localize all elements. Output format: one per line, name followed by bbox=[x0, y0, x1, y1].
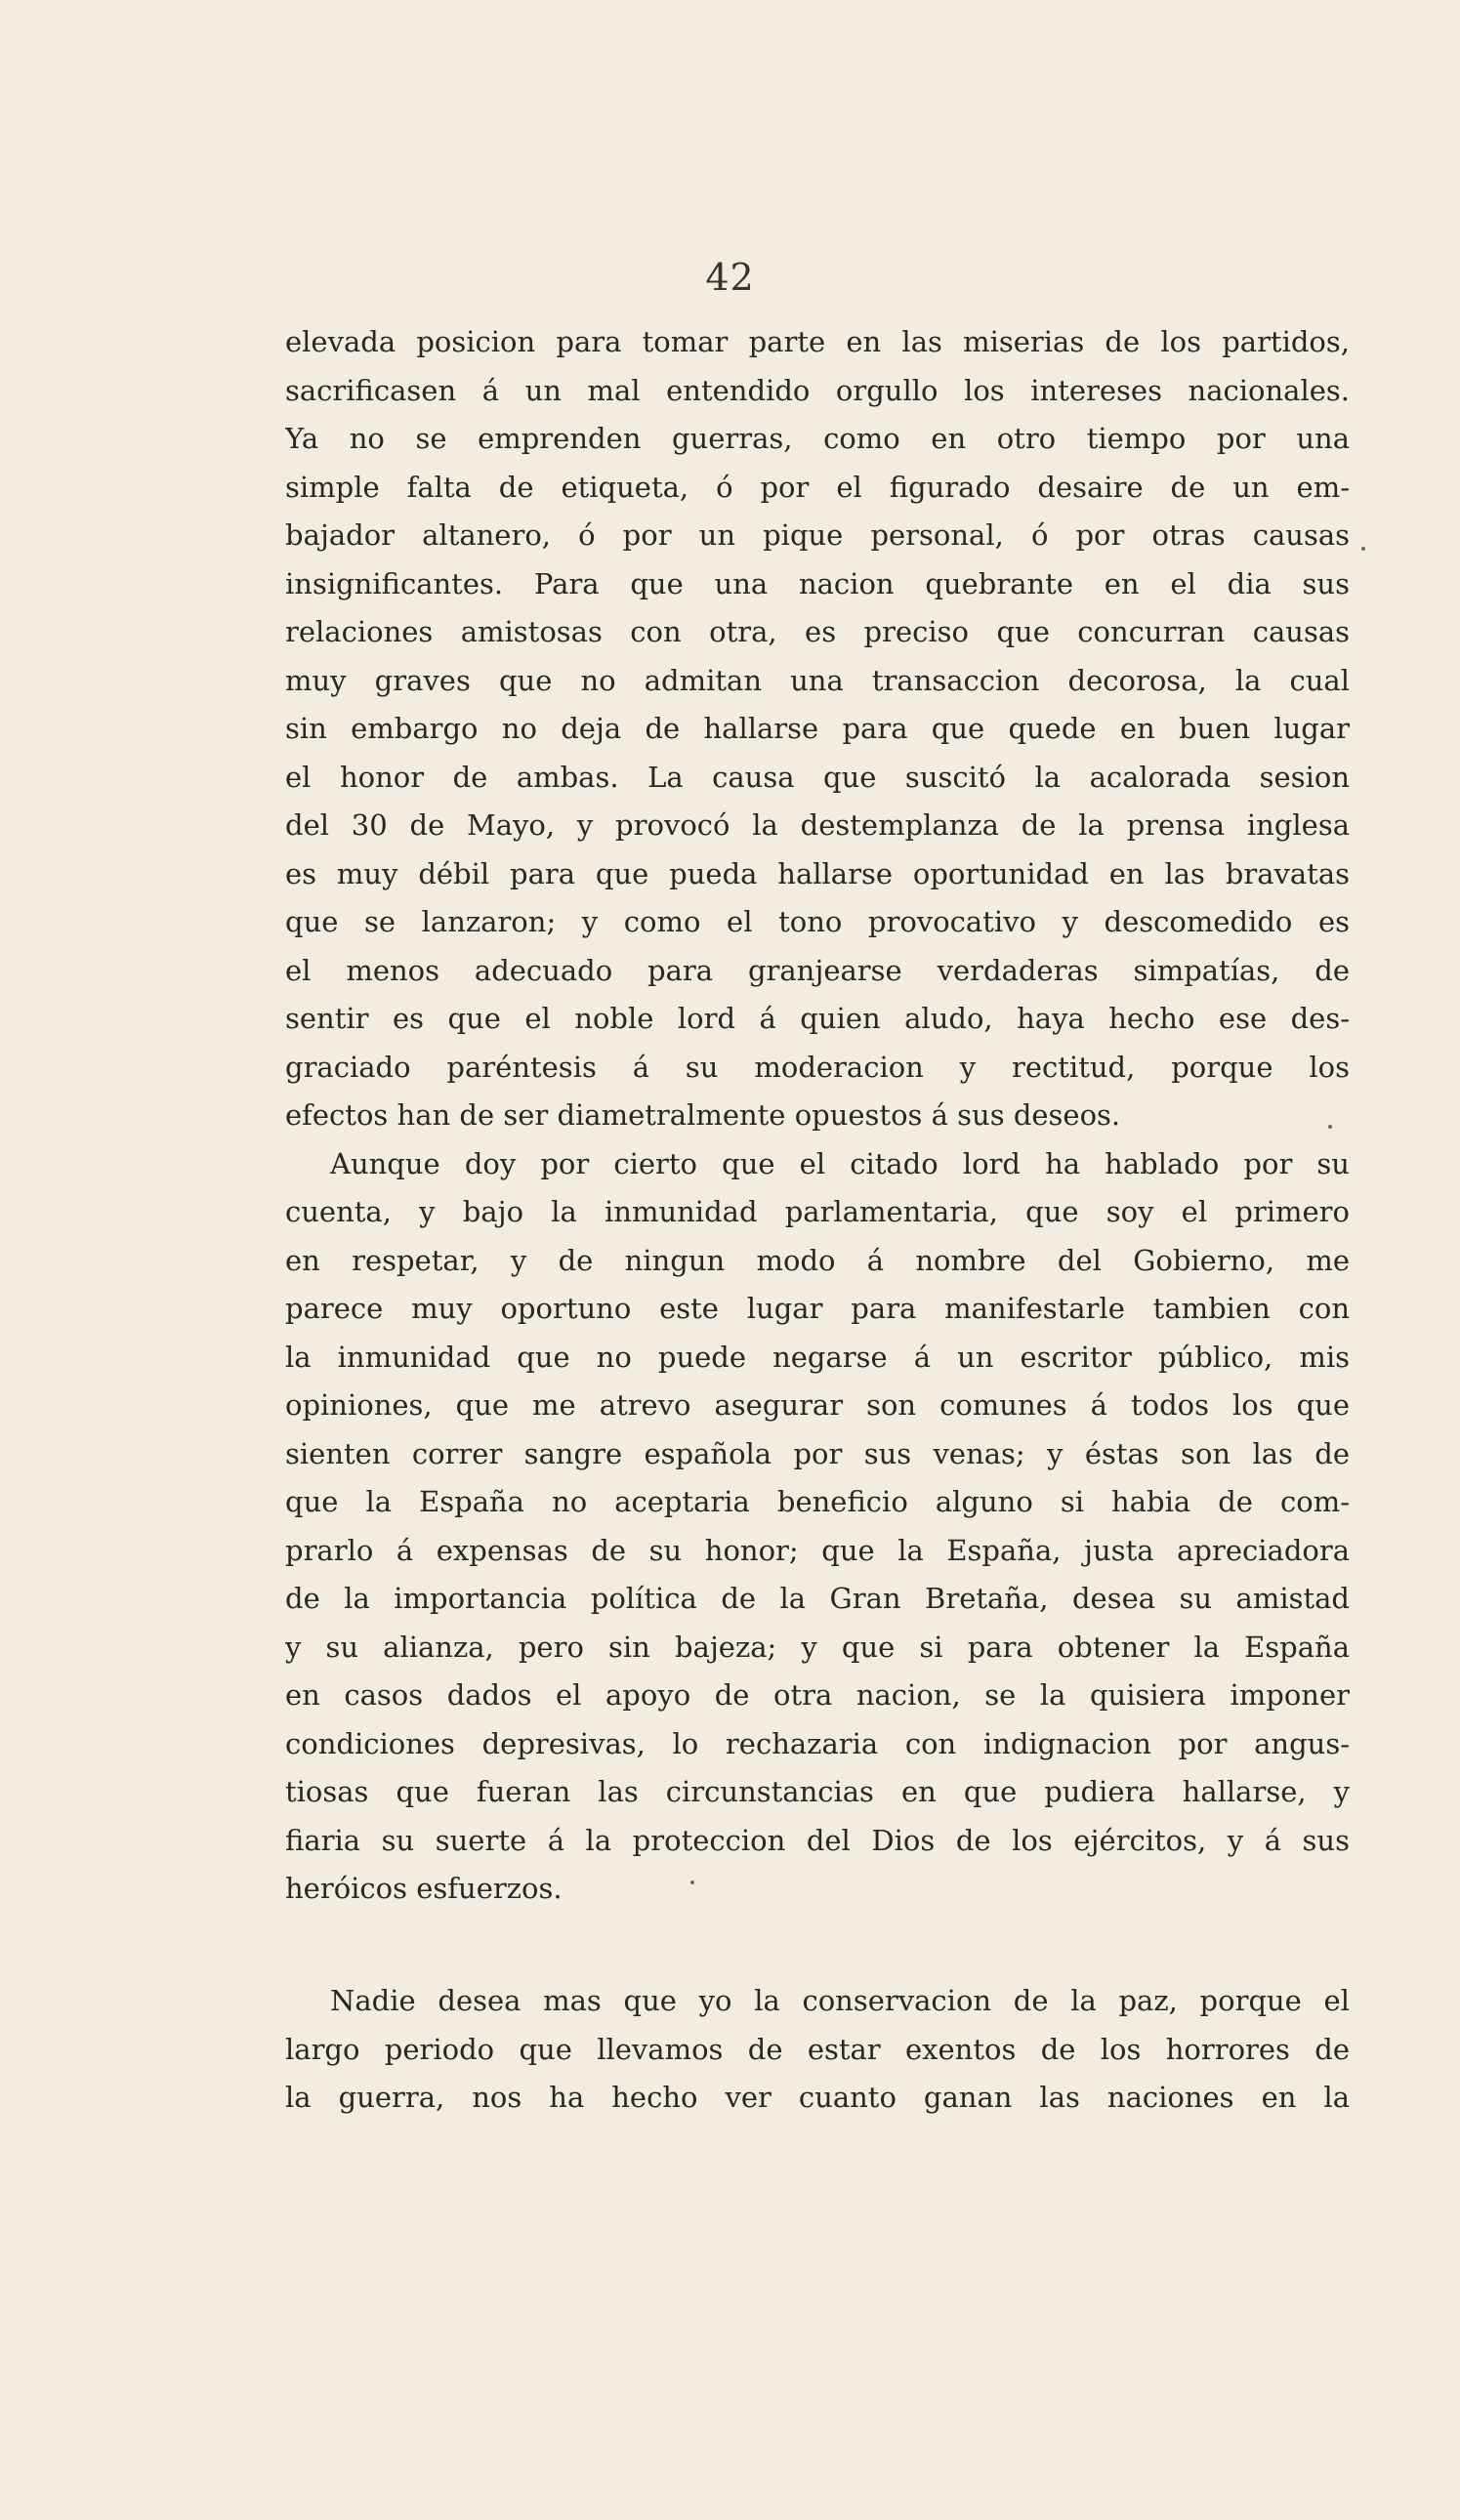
text-line: el honor de ambas. La causa que suscitó la acalorada sesion bbox=[285, 760, 1350, 794]
paragraph-start-line: Nadie desea mas que yo la conservacion de la paz, porque el bbox=[330, 1984, 1350, 2017]
paragraph-start-line: Aunque doy por cierto que el citado lord ha hablado por su bbox=[330, 1146, 1350, 1180]
text-line: es muy débil para que pueda hallarse oportunidad en las bravatas bbox=[285, 856, 1350, 890]
text-line: en casos dados el apoyo de otra nacion, se la quisiera imponer bbox=[285, 1678, 1350, 1712]
text-line: fiaria su suerte á la proteccion del Dios de los ejércitos, y á sus bbox=[285, 1823, 1350, 1857]
text-line: efectos han de ser diametralmente opuestos á sus deseos. bbox=[285, 1098, 1121, 1132]
text-line: en respetar, y de ningun modo á nombre del Gobierno, me bbox=[285, 1243, 1350, 1277]
text-line: elevada posicion para tomar parte en las miserias de los partidos, bbox=[285, 325, 1350, 358]
text-line: el menos adecuado para granjearse verdaderas simpatías, de bbox=[285, 953, 1350, 987]
text-line: largo periodo que llevamos de estar exentos de los horrores de bbox=[285, 2032, 1350, 2066]
text-line: sentir es que el noble lord á quien aludo, haya hecho ese des- bbox=[285, 1002, 1350, 1035]
ink-speck bbox=[1328, 1125, 1332, 1129]
second-text-block bbox=[285, 1977, 1350, 2123]
text-line: la guerra, nos ha hecho ver cuanto ganan las naciones en la bbox=[285, 2081, 1350, 2114]
page-number: 42 bbox=[705, 256, 755, 299]
text-line: heróicos esfuerzos. bbox=[285, 1872, 563, 1905]
text-line: sienten correr sangre española por sus venas; y éstas son las de bbox=[285, 1436, 1350, 1470]
text-line: sin embargo no deja de hallarse para que quede en buen lugar bbox=[285, 712, 1350, 745]
text-line: prarlo á expensas de su honor; que la España, justa apreciadora bbox=[285, 1533, 1350, 1567]
text-line: graciado paréntesis á su moderacion y rectitud, porque los bbox=[285, 1050, 1350, 1084]
text-line: muy graves que no admitan una transaccion decorosa, la cual bbox=[285, 663, 1350, 697]
text-line: la inmunidad que no puede negarse á un escritor público, mis bbox=[285, 1340, 1350, 1374]
text-line: relaciones amistosas con otra, es preciso que concurran causas bbox=[285, 615, 1350, 648]
text-line: cuenta, y bajo la inmunidad parlamentaria, que soy el primero bbox=[285, 1195, 1350, 1228]
text-line: y su alianza, pero sin bajeza; y que si para obtener la España bbox=[285, 1630, 1350, 1664]
main-text-block bbox=[285, 318, 1350, 1914]
text-line: simple falta de etiqueta, ó por el figurado desaire de un em- bbox=[285, 470, 1350, 504]
text-line: tiosas que fueran las circunstancias en que pudiera hallarse, y bbox=[285, 1775, 1350, 1808]
text-line: de la importancia política de la Gran Bretaña, desea su amistad bbox=[285, 1582, 1350, 1615]
text-line: Ya no se emprenden guerras, como en otro tiempo por una bbox=[285, 422, 1350, 455]
text-line: insignificantes. Para que una nacion quebrante en el dia sus bbox=[285, 566, 1350, 600]
text-line: opiniones, que me atrevo asegurar son comunes á todos los que bbox=[285, 1388, 1350, 1422]
ink-speck bbox=[690, 1880, 694, 1884]
text-line: que la España no aceptaria beneficio alguno si habia de com- bbox=[285, 1485, 1350, 1518]
text-line: condiciones depresivas, lo rechazaria con indignacion por angus- bbox=[285, 1726, 1350, 1760]
text-line: del 30 de Mayo, y provocó la destemplanza de la prensa inglesa bbox=[285, 808, 1350, 842]
text-line: parece muy oportuno este lugar para manifestarle tambien con bbox=[285, 1292, 1350, 1325]
text-line: sacrificasen á un mal entendido orgullo los intereses nacionales. bbox=[285, 373, 1350, 407]
text-line: bajador altanero, ó por un pique personal, ó por otras causas bbox=[285, 518, 1350, 552]
ink-speck bbox=[1361, 547, 1365, 551]
text-line: que se lanzaron; y como el tono provocativo y descomedido es bbox=[285, 905, 1350, 938]
